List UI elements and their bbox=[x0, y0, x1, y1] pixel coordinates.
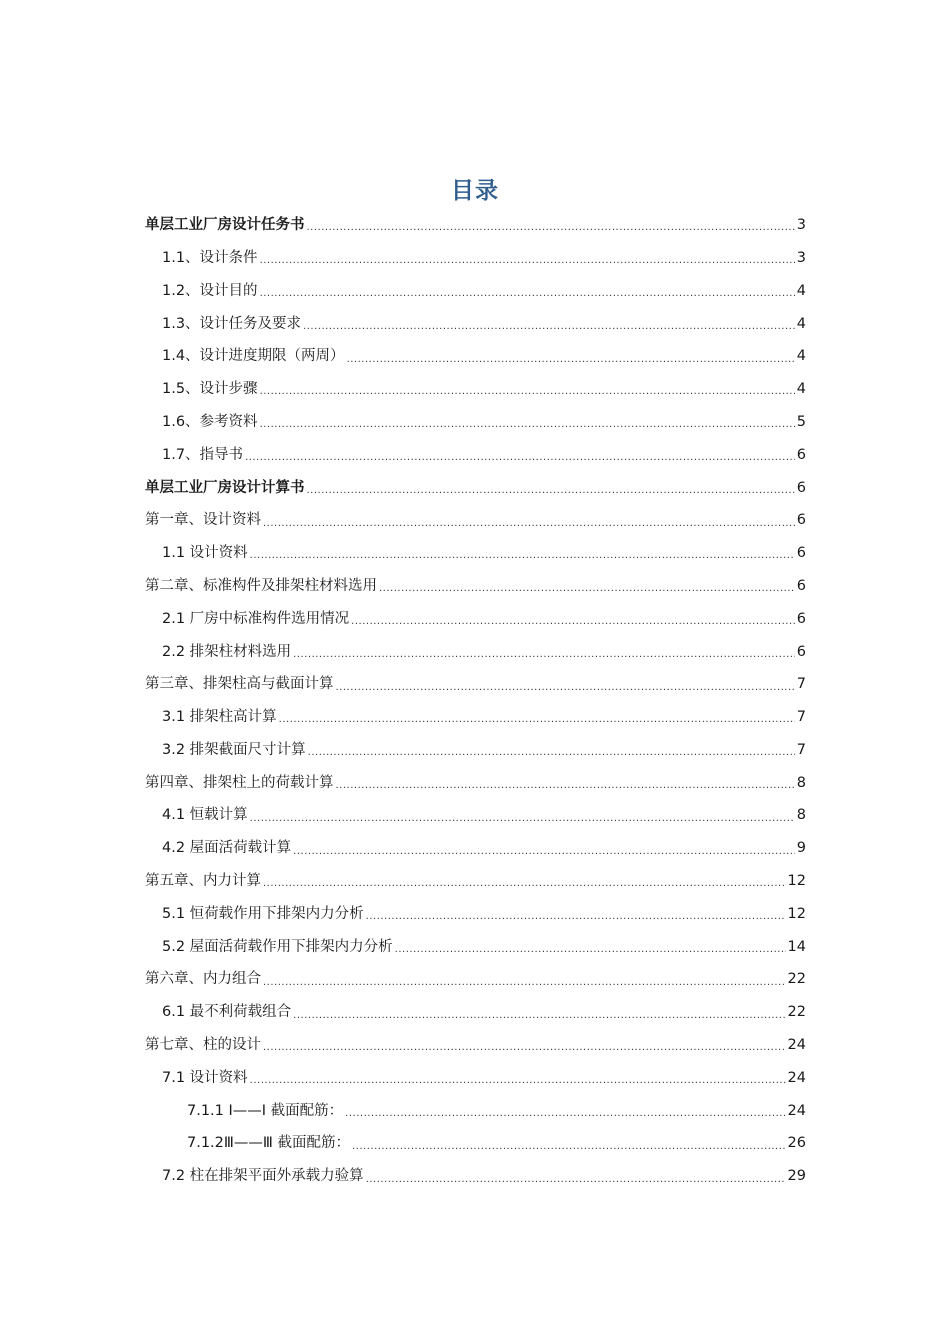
toc-entry-label: 1.1、设计条件 bbox=[162, 249, 258, 266]
dot-leader bbox=[263, 879, 786, 889]
dot-leader bbox=[293, 1011, 785, 1021]
toc-entry-page: 4 bbox=[796, 315, 806, 332]
dot-leader bbox=[345, 1109, 785, 1119]
toc-entry-label: 第一章、设计资料 bbox=[145, 512, 261, 529]
dot-leader bbox=[260, 420, 795, 430]
toc-entry-7-1[interactable] bbox=[145, 1062, 806, 1095]
dot-leader bbox=[260, 387, 795, 397]
toc-entry-3-2[interactable] bbox=[145, 734, 806, 767]
toc-entry-label: 1.6、参考资料 bbox=[162, 413, 258, 430]
dot-leader bbox=[293, 847, 795, 857]
toc-entry-label: 5.1 恒荷载作用下排架内力分析 bbox=[162, 905, 364, 922]
toc-entry-label: 6.1 最不利荷载组合 bbox=[162, 1004, 292, 1021]
dot-leader bbox=[347, 355, 795, 365]
dot-leader bbox=[379, 584, 795, 594]
toc-entry-1-2[interactable] bbox=[145, 275, 806, 308]
dot-leader bbox=[293, 650, 795, 660]
toc-entry-page: 4 bbox=[796, 282, 806, 299]
dot-leader bbox=[250, 1076, 786, 1086]
toc-entry-page: 26 bbox=[787, 1135, 806, 1152]
toc-entry-chapter-5[interactable] bbox=[145, 865, 806, 898]
toc-entry-chapter-6[interactable] bbox=[145, 963, 806, 996]
toc-entry-page: 8 bbox=[796, 774, 806, 791]
dot-leader bbox=[260, 289, 795, 299]
toc-entry-label: 1.3、设计任务及要求 bbox=[162, 315, 302, 332]
toc-entry-7-1-1[interactable] bbox=[145, 1095, 806, 1128]
toc-entry-1-3[interactable] bbox=[145, 307, 806, 340]
toc-entry-page: 7 bbox=[796, 676, 806, 693]
toc-entry-label: 5.2 屋面活荷载作用下排架内力分析 bbox=[162, 938, 393, 955]
toc-entry-page: 6 bbox=[796, 512, 806, 529]
toc-entry-label: 1.5、设计步骤 bbox=[162, 381, 258, 398]
toc-entry-part-calculation-book[interactable] bbox=[145, 471, 806, 504]
toc-entry-page: 24 bbox=[787, 1037, 806, 1054]
toc-entry-3-1[interactable] bbox=[145, 701, 806, 734]
dot-leader bbox=[336, 683, 795, 693]
toc-entry-label: 2.2 排架柱材料选用 bbox=[162, 643, 292, 660]
toc-entry-page: 24 bbox=[787, 1102, 806, 1119]
toc-entry-label: 7.1 设计资料 bbox=[162, 1069, 248, 1086]
toc-entry-label: 单层工业厂房设计任务书 bbox=[145, 217, 305, 234]
toc-entry-page: 9 bbox=[796, 840, 806, 857]
dot-leader bbox=[307, 486, 795, 496]
toc-entry-chapter-3[interactable] bbox=[145, 668, 806, 701]
dot-leader bbox=[303, 322, 795, 332]
toc-entry-page: 6 bbox=[796, 479, 806, 496]
dot-leader bbox=[307, 223, 795, 233]
toc-entry-page: 6 bbox=[796, 545, 806, 562]
toc-entry-page: 6 bbox=[796, 446, 806, 463]
toc-entry-page: 22 bbox=[787, 971, 806, 988]
dot-leader bbox=[395, 945, 786, 955]
dot-leader bbox=[308, 748, 795, 758]
toc-entry-label: 1.2、设计目的 bbox=[162, 282, 258, 299]
toc-entry-label: 7.1.1 Ⅰ——Ⅰ 截面配筋： bbox=[187, 1102, 344, 1119]
toc-entry-page: 29 bbox=[787, 1168, 806, 1185]
toc-entry-page: 7 bbox=[796, 741, 806, 758]
toc-entry-chapter-1[interactable] bbox=[145, 504, 806, 537]
toc-entry-4-2[interactable] bbox=[145, 832, 806, 865]
toc-entry-page: 14 bbox=[787, 938, 806, 955]
dot-leader bbox=[263, 519, 795, 529]
dot-leader bbox=[366, 912, 786, 922]
dot-leader bbox=[263, 1043, 786, 1053]
toc-entry-label: 第二章、标准构件及排架柱材料选用 bbox=[145, 577, 377, 594]
toc-entry-label: 4.1 恒载计算 bbox=[162, 807, 248, 824]
toc-entry-chapter-4[interactable] bbox=[145, 767, 806, 800]
dot-leader bbox=[352, 1142, 786, 1152]
toc-entry-label: 第六章、内力组合 bbox=[145, 971, 261, 988]
toc-entry-page: 12 bbox=[787, 873, 806, 890]
toc-entry-page: 7 bbox=[796, 709, 806, 726]
toc-title: 目录 bbox=[451, 178, 499, 204]
toc-entry-label: 1.4、设计进度期限（两周） bbox=[162, 348, 345, 365]
dot-leader bbox=[250, 551, 795, 561]
dot-leader bbox=[245, 453, 795, 463]
toc-entry-label: 1.1 设计资料 bbox=[162, 545, 248, 562]
toc-entry-label: 1.7、指导书 bbox=[162, 446, 244, 463]
table-of-contents bbox=[145, 209, 806, 1193]
toc-entry-label: 第三章、排架柱高与截面计算 bbox=[145, 676, 334, 693]
toc-entry-1-7[interactable] bbox=[145, 439, 806, 472]
toc-entry-page: 4 bbox=[796, 348, 806, 365]
toc-entry-label: 单层工业厂房设计计算书 bbox=[145, 479, 305, 496]
dot-leader bbox=[263, 978, 786, 988]
toc-entry-5-2[interactable] bbox=[145, 931, 806, 964]
dot-leader bbox=[351, 617, 795, 627]
toc-entry-label: 3.1 排架柱高计算 bbox=[162, 709, 277, 726]
toc-entry-4-1[interactable] bbox=[145, 799, 806, 832]
toc-entry-label: 3.2 排架截面尺寸计算 bbox=[162, 741, 306, 758]
toc-entry-6-1[interactable] bbox=[145, 996, 806, 1029]
toc-entry-page: 22 bbox=[787, 1004, 806, 1021]
toc-entry-label: 第五章、内力计算 bbox=[145, 873, 261, 890]
toc-entry-page: 3 bbox=[796, 249, 806, 266]
toc-entry-label: 7.2 柱在排架平面外承载力验算 bbox=[162, 1168, 364, 1185]
toc-entry-page: 5 bbox=[796, 413, 806, 430]
toc-entry-page: 12 bbox=[787, 905, 806, 922]
toc-entry-page: 24 bbox=[787, 1069, 806, 1086]
toc-entry-7-1-2[interactable] bbox=[145, 1127, 806, 1160]
toc-entry-page: 3 bbox=[796, 217, 806, 234]
toc-entry-5-1[interactable] bbox=[145, 898, 806, 931]
toc-entry-1-5[interactable] bbox=[145, 373, 806, 406]
toc-entry-7-2[interactable] bbox=[145, 1160, 806, 1193]
toc-entry-chapter-7[interactable] bbox=[145, 1029, 806, 1062]
toc-entry-page: 4 bbox=[796, 381, 806, 398]
toc-entry-1-1[interactable] bbox=[145, 242, 806, 275]
toc-entry-page: 6 bbox=[796, 610, 806, 627]
dot-leader bbox=[250, 814, 795, 824]
toc-entry-page: 6 bbox=[796, 577, 806, 594]
toc-entry-label: 7.1.2Ⅲ——Ⅲ 截面配筋： bbox=[187, 1135, 350, 1152]
dot-leader bbox=[279, 715, 795, 725]
toc-entry-page: 6 bbox=[796, 643, 806, 660]
toc-entry-label: 第七章、柱的设计 bbox=[145, 1037, 261, 1054]
toc-entry-label: 4.2 屋面活荷载计算 bbox=[162, 840, 292, 857]
toc-entry-page: 8 bbox=[796, 807, 806, 824]
dot-leader bbox=[366, 1175, 786, 1185]
toc-entry-chapter-2[interactable] bbox=[145, 570, 806, 603]
toc-entry-1-4[interactable] bbox=[145, 340, 806, 373]
toc-entry-2-2[interactable] bbox=[145, 635, 806, 668]
dot-leader bbox=[260, 256, 795, 266]
toc-entry-1-6[interactable] bbox=[145, 406, 806, 439]
toc-entry-label: 第四章、排架柱上的荷载计算 bbox=[145, 774, 334, 791]
toc-entry-2-1[interactable] bbox=[145, 603, 806, 636]
toc-entry-label: 2.1 厂房中标准构件选用情况 bbox=[162, 610, 350, 627]
toc-entry-ch1-1[interactable] bbox=[145, 537, 806, 570]
toc-entry-part-task-book[interactable] bbox=[145, 209, 806, 242]
dot-leader bbox=[336, 781, 795, 791]
